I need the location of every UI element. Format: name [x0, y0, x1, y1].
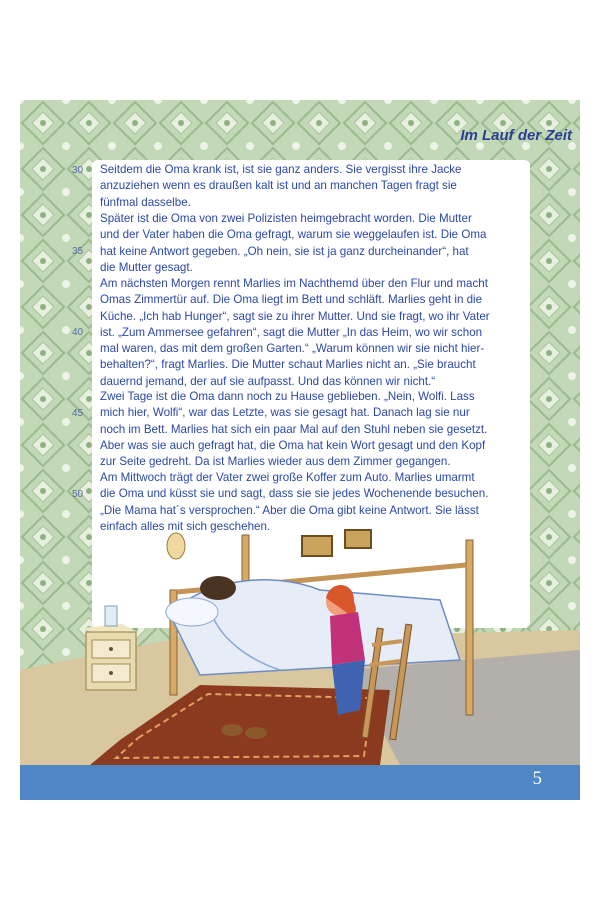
text-line: mal waren, das mit dem großen Garten.“ „Warum können wir sie nicht hier- — [100, 342, 485, 356]
bed-post — [466, 540, 473, 715]
line-number-40: 40 — [72, 327, 84, 338]
text-line: Später ist die Oma von zwei Polizisten heimgebracht worden. Die Mutter — [100, 212, 472, 225]
paragraph-4 — [100, 389, 530, 470]
book-page — [20, 100, 580, 800]
drawer-knob — [109, 671, 113, 675]
wall-lamp — [167, 533, 185, 559]
line-number-50: 50 — [72, 489, 84, 500]
text-line: Am nächsten Morgen rennt Marlies im Nachthemd über den Flur und macht — [100, 277, 488, 290]
text-line: Am Mittwoch trägt der Vater zwei große Koffer zum Auto. Marlies umarmt — [100, 471, 475, 484]
slipper — [245, 727, 267, 739]
line-number-45: 45 — [72, 408, 84, 419]
line-number-35: 35 — [72, 246, 84, 257]
framed-picture — [302, 536, 332, 556]
text-line: dauernd jemand, der auf sie aufpasst. Und das können wir nicht.“ — [100, 374, 436, 388]
drawer-knob — [109, 647, 113, 651]
line-number-30: 30 — [72, 165, 84, 176]
text-line: behalten?“, fragt Marlies. Die Mutter schaut Marlies nicht an. „Sie braucht — [100, 358, 476, 372]
text-line: „Die Mama hat´s versprochen.“ Aber die Oma gibt keine Antwort. Sie lässt — [100, 503, 479, 517]
water-glass — [105, 606, 117, 626]
text-line: Seitdem die Oma krank ist, ist sie ganz anders. Sie vergisst ihre Jacke — [100, 163, 462, 176]
text-line: die Oma und küsst sie und sagt, dass sie sie jedes Wochenende besuchen. — [100, 487, 489, 501]
page-number: 5 — [532, 768, 542, 789]
slipper — [221, 724, 243, 736]
paragraph-3 — [100, 276, 530, 390]
text-line: anzuziehen wenn es draußen kalt ist und an manchen Tagen fragt sie — [100, 179, 457, 193]
bedroom-illustration — [20, 520, 580, 800]
pillow — [166, 598, 218, 626]
text-line: Küche. „Ich hab Hunger“, sagt sie zu ihrer Mutter. Und sie fragt, wo ihr Vater — [100, 309, 490, 323]
text-line: hat keine Antwort gegeben. „Oh nein, sie ist ja ganz durcheinander“, hat — [100, 244, 469, 258]
text-line: fünfmal dasselbe. — [100, 195, 191, 209]
grandmother-head — [200, 576, 236, 600]
text-line: Aber was sie auch gefragt hat, die Oma hat kein Wort gesagt und den Kopf — [100, 438, 486, 452]
text-line: mich hier, Wolfi“, war das Letzte, was sie gesagt hat. Danach lag sie nur — [100, 406, 470, 420]
paragraph-2 — [100, 211, 530, 276]
text-line: Omas Zimmertür auf. Die Oma liegt im Bett und schläft. Marlies geht in die — [100, 293, 483, 307]
text-line: noch im Bett. Marlies hat sich ein paar Mal auf den Stuhl neben sie gesetzt. — [100, 422, 488, 436]
paragraph-1 — [100, 162, 530, 211]
section-title: Im Lauf der Zeit — [460, 127, 572, 144]
blue-floor-strip — [20, 765, 580, 800]
text-line: zur Seite gedreht. Da ist Marlies wieder aus dem Zimmer gegangen. — [100, 455, 451, 469]
text-line: Zwei Tage ist die Oma dann noch zu Hause geblieben. „Nein, Wolfi. Lass — [100, 390, 475, 403]
framed-picture — [345, 530, 371, 548]
text-line: und der Vater haben die Oma gefragt, warum sie weggelaufen ist. Die Oma — [100, 228, 487, 242]
text-line: ist. „Zum Ammersee gefahren“, sagt die Mutter „In das Heim, wo wir schon — [100, 325, 483, 339]
text-line: die Mutter gesagt. — [100, 260, 193, 274]
text-line: einfach alles mit sich geschehen. — [100, 519, 271, 533]
